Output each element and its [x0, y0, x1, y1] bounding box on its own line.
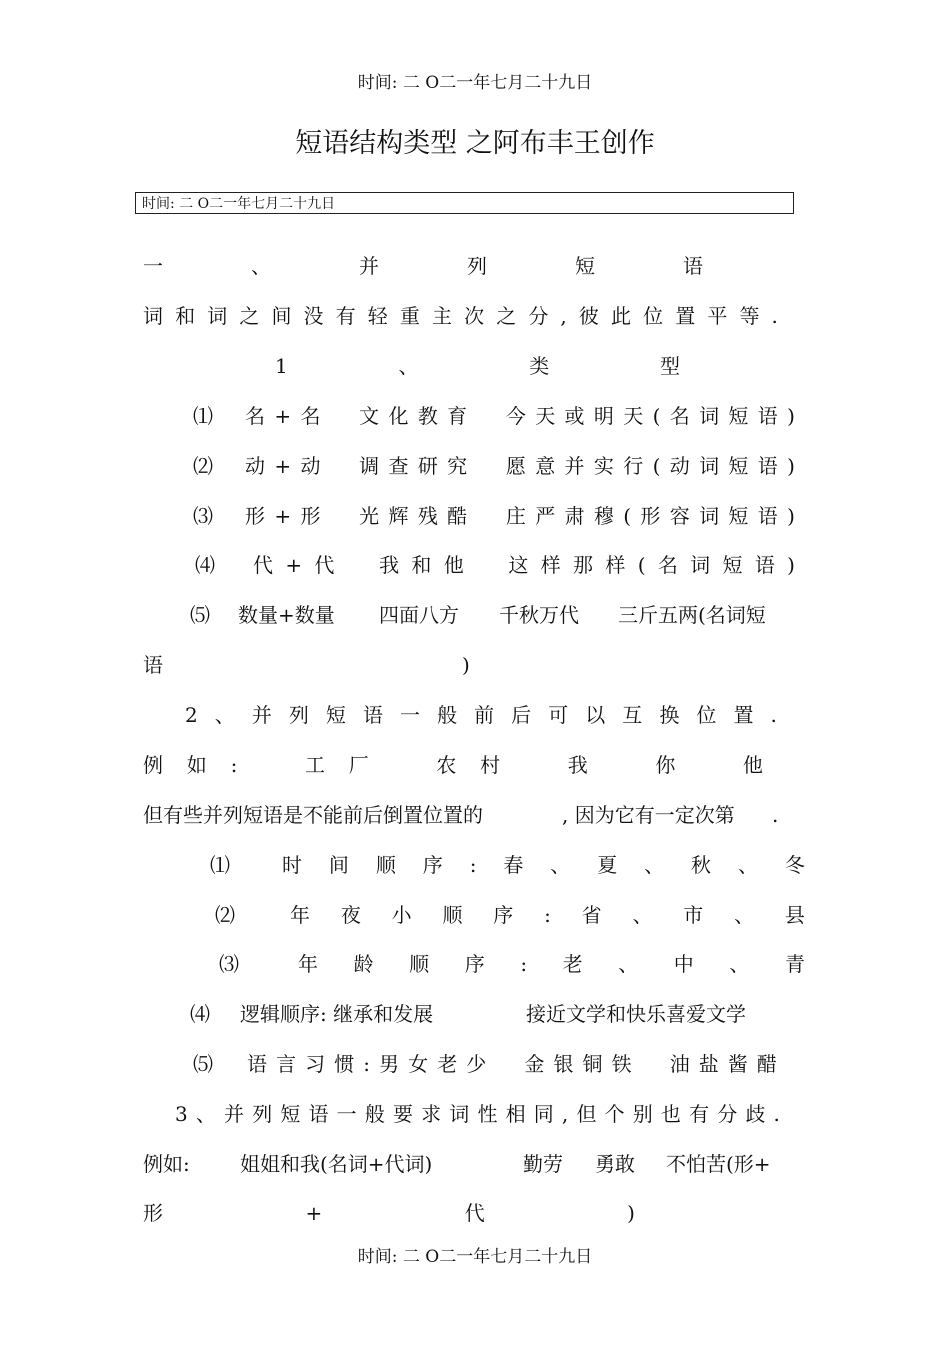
order5-char: [641, 1049, 661, 1079]
order5-char: 酱: [727, 1052, 748, 1076]
order2-char: 、: [734, 903, 755, 927]
subheading-2: [185, 700, 777, 730]
type5-d: 三斤五两(名词短: [618, 603, 766, 627]
type2-char: 短: [728, 454, 749, 478]
type2-char: [330, 451, 350, 481]
type-line-3: [245, 501, 795, 531]
subheading3-char: 并: [224, 1102, 245, 1126]
type4-char: 他: [443, 553, 464, 577]
subheading2-char: 前: [474, 703, 495, 727]
ex3-tail: [143, 1198, 635, 1228]
subheading-char: 1: [275, 354, 288, 378]
subheading2-char: 、: [214, 703, 235, 727]
order3-char: 、: [618, 952, 639, 976]
type-line-4: [253, 550, 795, 580]
definition-char: 之: [496, 304, 517, 328]
type4-char: (: [637, 553, 646, 577]
type2-char: (: [652, 454, 661, 478]
subheading3-char: 3: [175, 1102, 188, 1126]
heading-char: 并: [359, 254, 379, 278]
definition-line: [143, 301, 778, 331]
order5-char: 惯: [334, 1052, 355, 1076]
type2-char: 并: [564, 454, 585, 478]
subheading3-char: 列: [252, 1102, 273, 1126]
type5-tail-left: 语: [143, 653, 163, 677]
type2-char: +: [274, 454, 292, 478]
order3-char: 老: [562, 952, 583, 976]
order2-char: 、: [632, 903, 653, 927]
subheading3-char: 要: [392, 1102, 413, 1126]
footer-time: 时间: 二 O二一年七月二十九日: [357, 1247, 593, 1267]
type2-char: 动: [300, 454, 321, 478]
type1-char: 短: [728, 404, 749, 428]
order5-char: 铜: [582, 1052, 603, 1076]
definition-char: 词: [143, 304, 163, 328]
type1-char: 化: [388, 404, 409, 428]
order5-char: 女: [408, 1052, 429, 1076]
definition-char: 次: [464, 304, 485, 328]
definition-char: 置: [675, 304, 696, 328]
order2-char: 省: [581, 903, 602, 927]
type3-char: 庄: [505, 504, 526, 528]
order3-char: 顺: [409, 952, 430, 976]
section-heading: [143, 251, 703, 281]
type2-char: 研: [417, 454, 438, 478]
order1-char: 序: [422, 853, 443, 877]
note-b: , 因为它有一定次第: [562, 803, 735, 827]
subheading-char: 类: [529, 354, 550, 378]
type3-char: [477, 501, 497, 531]
type2-char: ): [787, 454, 795, 478]
order3-char: 年: [298, 952, 318, 976]
type3-char: 穆: [593, 504, 614, 528]
type5-c: 千秋万代: [499, 603, 579, 627]
type2-char: 愿: [505, 454, 526, 478]
ex3tail-char: +: [305, 1201, 323, 1225]
subheading3-char: 别: [632, 1102, 653, 1126]
order2-char: 夜: [340, 903, 361, 927]
type1-char: 名: [245, 404, 265, 428]
order-line-3: [298, 949, 805, 979]
subheading2-char: 置: [733, 703, 754, 727]
type-num-1: ⑴: [193, 404, 213, 428]
type4-char: [476, 550, 496, 580]
subheading3-char: 分: [717, 1102, 738, 1126]
order1-char: 、: [644, 853, 665, 877]
type2-char: 动: [245, 454, 265, 478]
type3-char: 严: [535, 504, 556, 528]
subheading3-char: 性: [477, 1102, 498, 1126]
example-char: 我: [567, 753, 588, 777]
example-char: [699, 750, 719, 780]
subheading3-char: 词: [449, 1102, 470, 1126]
order5-char: 习: [305, 1052, 326, 1076]
type-num-2: ⑵: [193, 454, 213, 478]
example-char: 厂: [348, 753, 369, 777]
subheading3-char: 个: [604, 1102, 625, 1126]
definition-char: 主: [431, 304, 452, 328]
note-c: .: [772, 803, 779, 827]
order-line-5: [247, 1049, 777, 1079]
example-char: [393, 750, 413, 780]
order5-char: 金: [524, 1052, 545, 1076]
order3-char: 序: [464, 952, 485, 976]
ex3tail-char: 代: [464, 1201, 485, 1225]
subheading-char: 、: [398, 354, 419, 378]
order-line-1: [282, 850, 805, 880]
type2-char: 行: [623, 454, 644, 478]
subheading3-char: 相: [505, 1102, 526, 1126]
subheading2-char: 后: [511, 703, 532, 727]
subheading2-char: 换: [659, 703, 680, 727]
order1-char: 间: [328, 853, 349, 877]
order1-char: 时: [282, 853, 302, 877]
type4-char: +: [285, 553, 303, 577]
example-char: [612, 750, 632, 780]
type1-char: 名: [300, 404, 321, 428]
definition-char: 此: [611, 304, 631, 328]
type1-char: ): [787, 404, 795, 428]
order3-char: :: [520, 952, 528, 976]
example-char: 如: [186, 753, 207, 777]
type3-char: 形: [300, 504, 321, 528]
type1-char: 教: [417, 404, 438, 428]
heading-char: 短: [575, 254, 595, 278]
order-num-5: ⑸: [193, 1052, 213, 1076]
type5-a: 数量+数量: [238, 603, 335, 627]
type5-tail-right: ): [462, 653, 470, 677]
example-char: [261, 750, 281, 780]
order5-char: 少: [466, 1052, 487, 1076]
order5-char: [495, 1049, 515, 1079]
subheading2-char: .: [770, 703, 777, 727]
ex3tail-char: ): [627, 1201, 635, 1225]
example-char: 例: [143, 753, 163, 777]
definition-char: 平: [707, 304, 728, 328]
subheading3-char: 一: [336, 1102, 357, 1126]
type1-char: 或: [564, 404, 585, 428]
type3-char: (: [623, 504, 632, 528]
subheading2-char: 可: [548, 703, 569, 727]
order1-char: :: [469, 853, 477, 877]
example-char: 工: [304, 753, 325, 777]
order3-char: 青: [784, 952, 805, 976]
time-box: 时间: 二 O二一年七月二十九日: [135, 192, 794, 214]
definition-char: 彼: [578, 304, 599, 328]
order5-char: 醋: [756, 1052, 777, 1076]
type3-char: [330, 501, 350, 531]
type1-char: 语: [757, 404, 778, 428]
order2-char: :: [544, 903, 551, 927]
subheading2-char: 般: [437, 703, 458, 727]
subheading2-char: 互: [622, 703, 643, 727]
type4-char: 我: [379, 553, 400, 577]
subheading2-char: 语: [362, 703, 383, 727]
subheading2-char: 短: [325, 703, 346, 727]
type4-char: 和: [411, 553, 432, 577]
ex3-a: 姐姐和我(名词+代词): [240, 1152, 433, 1176]
order5-char: 男: [379, 1052, 400, 1076]
definition-char: 位: [643, 304, 664, 328]
subheading3-char: 、: [195, 1102, 216, 1126]
type-num-3: ⑶: [193, 504, 213, 528]
order5-char: 语: [247, 1052, 267, 1076]
order2-char: 市: [683, 903, 704, 927]
type3-char: 肃: [564, 504, 585, 528]
example-char: :: [230, 753, 238, 777]
ex3-label: 例如:: [143, 1152, 190, 1176]
subheading3-char: 语: [308, 1102, 329, 1126]
order-num-4: ⑷: [190, 1002, 210, 1026]
subheading2-char: 并: [251, 703, 272, 727]
subheading-char: 型: [659, 354, 680, 378]
type3-char: ): [787, 504, 795, 528]
heading-char: 语: [683, 254, 703, 278]
type1-char: 明: [593, 404, 614, 428]
ex3-d: 不怕苦(形+: [666, 1152, 771, 1176]
type3-char: 光: [359, 504, 380, 528]
example-line: [143, 750, 763, 780]
type3-char: 容: [669, 504, 690, 528]
heading-char: 、: [251, 254, 271, 278]
type4-char: 语: [754, 553, 775, 577]
header-time: 时间: 二 O二一年七月二十九日: [357, 73, 593, 93]
subheading2-char: 一: [400, 703, 421, 727]
page-title: 短语结构类型 之阿布丰王创作: [295, 128, 655, 159]
subheading3-char: 同: [533, 1102, 554, 1126]
definition-char: 有: [335, 304, 356, 328]
type1-char: +: [274, 404, 292, 428]
type1-char: 词: [699, 404, 720, 428]
subheading-3: [175, 1099, 780, 1129]
order1-char: 冬: [784, 853, 805, 877]
type2-char: 词: [699, 454, 720, 478]
order1-char: 春: [503, 853, 524, 877]
type2-char: [477, 451, 497, 481]
order3-char: 龄: [353, 952, 374, 976]
order5-char: :: [363, 1052, 370, 1076]
subheading2-char: 位: [696, 703, 717, 727]
subheading3-char: 歧: [745, 1102, 766, 1126]
type-line-2: [245, 451, 795, 481]
type3-char: 短: [728, 504, 749, 528]
definition-char: 没: [303, 304, 324, 328]
type3-char: +: [274, 504, 292, 528]
order1-char: 夏: [597, 853, 618, 877]
type1-char: 今: [505, 404, 526, 428]
type4-char: 那: [573, 553, 594, 577]
type5-b: 四面八方: [379, 603, 459, 627]
type1-char: 育: [447, 404, 468, 428]
example-char: 村: [480, 753, 501, 777]
ex3tail-char: 形: [143, 1201, 163, 1225]
order5-char: 油: [669, 1052, 690, 1076]
type4-char: 代: [314, 553, 335, 577]
type3-char: 语: [757, 504, 778, 528]
type-line-1: [245, 401, 795, 431]
order4-a: 逻辑顺序: 继承和发展: [240, 1002, 434, 1026]
order5-char: 言: [276, 1052, 297, 1076]
type3-char: 酷: [447, 504, 468, 528]
type3-char: 形: [640, 504, 661, 528]
type2-char: 调: [359, 454, 380, 478]
type4-char: 代: [253, 553, 273, 577]
definition-char: 轻: [367, 304, 388, 328]
order3-char: 中: [673, 952, 694, 976]
type4-char: 这: [508, 553, 529, 577]
subheading3-char: 求: [421, 1102, 442, 1126]
type4-char: [347, 550, 367, 580]
type2-char: 实: [593, 454, 614, 478]
definition-char: 等: [739, 304, 760, 328]
type1-char: (: [652, 404, 661, 428]
definition-char: ,: [560, 304, 567, 328]
subheading3-char: 有: [689, 1102, 710, 1126]
type3-char: 残: [417, 504, 438, 528]
order3-char: 、: [729, 952, 750, 976]
subheading-types: [275, 351, 680, 381]
example-char: [524, 750, 544, 780]
type2-char: 语: [757, 454, 778, 478]
definition-char: .: [771, 304, 778, 328]
definition-char: 间: [271, 304, 292, 328]
order-num-3: ⑶: [219, 952, 239, 976]
type4-char: 样: [605, 553, 626, 577]
subheading2-char: 2: [185, 703, 198, 727]
order-line-2: [290, 900, 805, 930]
order2-char: 序: [493, 903, 514, 927]
order1-char: 、: [550, 853, 571, 877]
type-num-5: ⑸: [190, 603, 210, 627]
type3-char: 形: [245, 504, 265, 528]
order2-char: 小: [391, 903, 412, 927]
order1-char: 秋: [691, 853, 712, 877]
type3-char: 词: [699, 504, 720, 528]
type4-char: 样: [540, 553, 561, 577]
type2-char: 查: [388, 454, 409, 478]
type1-char: 天: [623, 404, 644, 428]
type4-char: 名: [657, 553, 678, 577]
order1-char: 、: [737, 853, 758, 877]
subheading3-char: 般: [364, 1102, 385, 1126]
ex3-c: 勇敢: [595, 1152, 635, 1176]
definition-char: 词: [207, 304, 228, 328]
ex3-b: 勤劳: [523, 1152, 563, 1176]
order5-char: 铁: [611, 1052, 632, 1076]
type3-char: 辉: [388, 504, 409, 528]
subheading3-char: 但: [576, 1102, 597, 1126]
order1-char: 顺: [375, 853, 396, 877]
example-char: 农: [436, 753, 457, 777]
subheading2-char: 以: [585, 703, 606, 727]
type1-char: 名: [669, 404, 690, 428]
order-num-2: ⑵: [215, 903, 235, 927]
subheading2-char: 列: [288, 703, 309, 727]
note-a: 但有些并列短语是不能前后倒置位置的: [143, 803, 483, 827]
type1-char: [330, 401, 350, 431]
type1-char: [477, 401, 497, 431]
type-num-4: ⑷: [195, 553, 215, 577]
subheading3-char: 短: [280, 1102, 301, 1126]
type1-char: 文: [359, 404, 380, 428]
heading-char: 一: [143, 254, 163, 278]
type4-char: 词: [690, 553, 711, 577]
order2-char: 县: [784, 903, 805, 927]
type2-char: 究: [447, 454, 468, 478]
type4-char: 短: [722, 553, 743, 577]
order5-char: 盐: [698, 1052, 719, 1076]
order-num-1: ⑴: [210, 853, 230, 877]
order5-char: 老: [437, 1052, 458, 1076]
order2-char: 年: [290, 903, 310, 927]
definition-char: 之: [239, 304, 260, 328]
order5-char: 银: [553, 1052, 574, 1076]
subheading3-char: .: [773, 1102, 780, 1126]
type4-char: ): [787, 553, 795, 577]
heading-char: 列: [467, 254, 487, 278]
subheading3-char: ,: [561, 1102, 569, 1126]
subheading3-char: 也: [660, 1102, 681, 1126]
order4-b: 接近文学和快乐喜爱文学: [526, 1002, 746, 1026]
definition-char: 和: [175, 304, 196, 328]
type2-char: 意: [535, 454, 556, 478]
definition-char: 分: [528, 304, 549, 328]
example-char: 你: [655, 753, 676, 777]
definition-char: 重: [399, 304, 420, 328]
type1-char: 天: [535, 404, 556, 428]
order2-char: 顺: [442, 903, 463, 927]
type2-char: 动: [669, 454, 690, 478]
example-char: 他: [742, 753, 763, 777]
